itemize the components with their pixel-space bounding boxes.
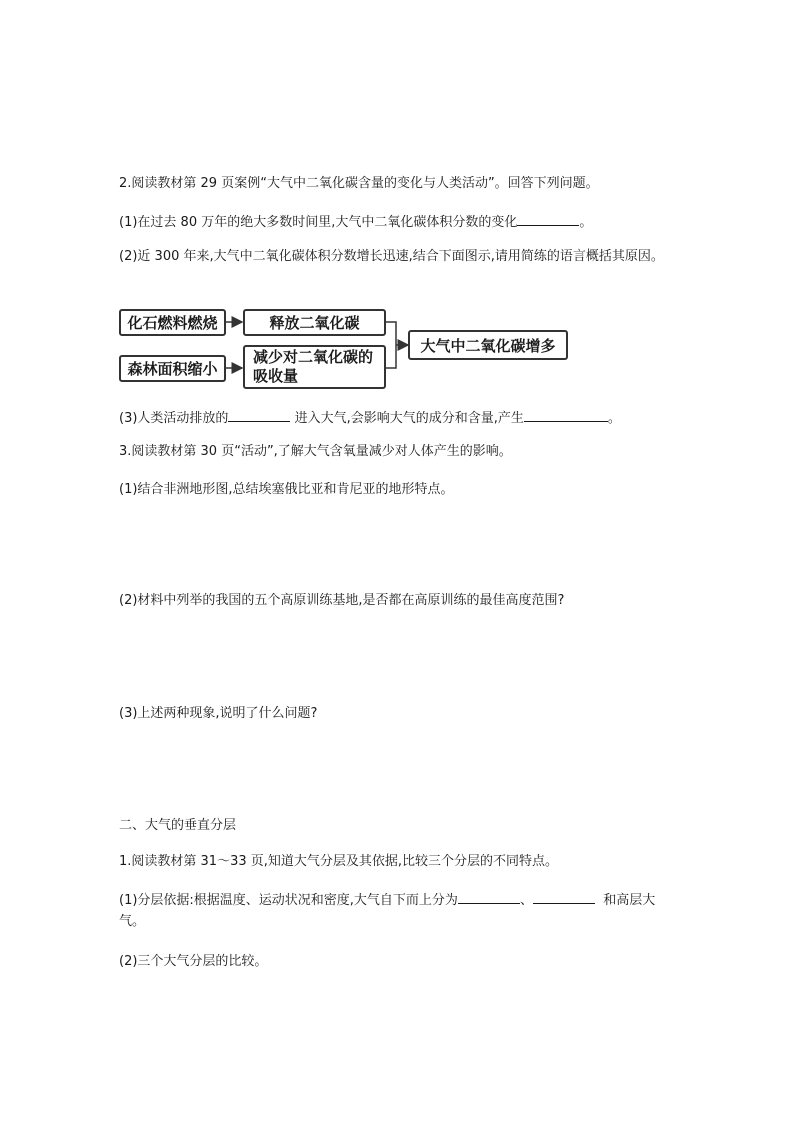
- s2-part1-text-b: 和高层大气。: [119, 893, 656, 929]
- answer-blank[interactable]: [228, 407, 290, 422]
- q2-part3: [119, 407, 621, 428]
- answer-blank[interactable]: [533, 889, 595, 904]
- flow-box-forest-shrink: 森林面积缩小: [119, 355, 226, 382]
- answer-blank[interactable]: [458, 889, 520, 904]
- s2-part1-text-a: (1)分层依据:根据温度、运动状况和密度,大气自下而上分为: [119, 893, 458, 908]
- q3-part1: (1)结合非洲地形图,总结埃塞俄比亚和肯尼亚的地形特点。: [119, 482, 454, 497]
- q2-part3-text-a: (3)人类活动排放的: [119, 411, 229, 426]
- flow-box-reduce-absorption: 减少对二氧化碳的吸收量: [243, 345, 386, 389]
- q2-part1-end: 。: [579, 215, 593, 230]
- q3-part2: (2)材料中列举的我国的五个高原训练基地,是否都在高原训练的最佳高度范围?: [119, 593, 565, 608]
- q3-title: 3.阅读教材第 30 页“活动”,了解大气含氧量减少对人体产生的影响。: [119, 444, 512, 459]
- flow-box-co2-increase: 大气中二氧化碳增多: [408, 330, 568, 360]
- flow-box-fossil-fuel: 化石燃料燃烧: [119, 309, 226, 336]
- answer-blank[interactable]: [524, 407, 608, 422]
- s2-part1-sep: 、: [519, 893, 533, 908]
- s2-q1-part1: [119, 889, 679, 932]
- flow-box-release-co2: 释放二氧化碳: [243, 309, 386, 336]
- q2-part3-end: 。: [607, 411, 621, 426]
- bracket-connector: [386, 322, 396, 368]
- s2-q1-part2: (2)三个大气分层的比较。: [119, 954, 268, 969]
- q2-title: 2.阅读教材第 29 页案例“大气中二氧化碳含量的变化与人类活动”。回答下列问题。: [119, 176, 599, 191]
- section-heading: 二、大气的垂直分层: [119, 818, 237, 833]
- q3-part3: (3)上述两种现象,说明了什么问题?: [119, 706, 318, 721]
- s2-q1-title: 1.阅读教材第 31～33 页,知道大气分层及其依据,比较三个分层的不同特点。: [119, 854, 559, 869]
- q2-part3-text-b: 进入大气,会影响大气的成分和含量,产生: [294, 411, 524, 426]
- q2-part2: (2)近 300 年来,大气中二氧化碳体积分数增长迅速,结合下面图示,请用简练的语言概括其原因。: [119, 249, 664, 264]
- q2-part1-text: (1)在过去 80 万年的绝大多数时间里,大气中二氧化碳体积分数的变化: [119, 215, 518, 230]
